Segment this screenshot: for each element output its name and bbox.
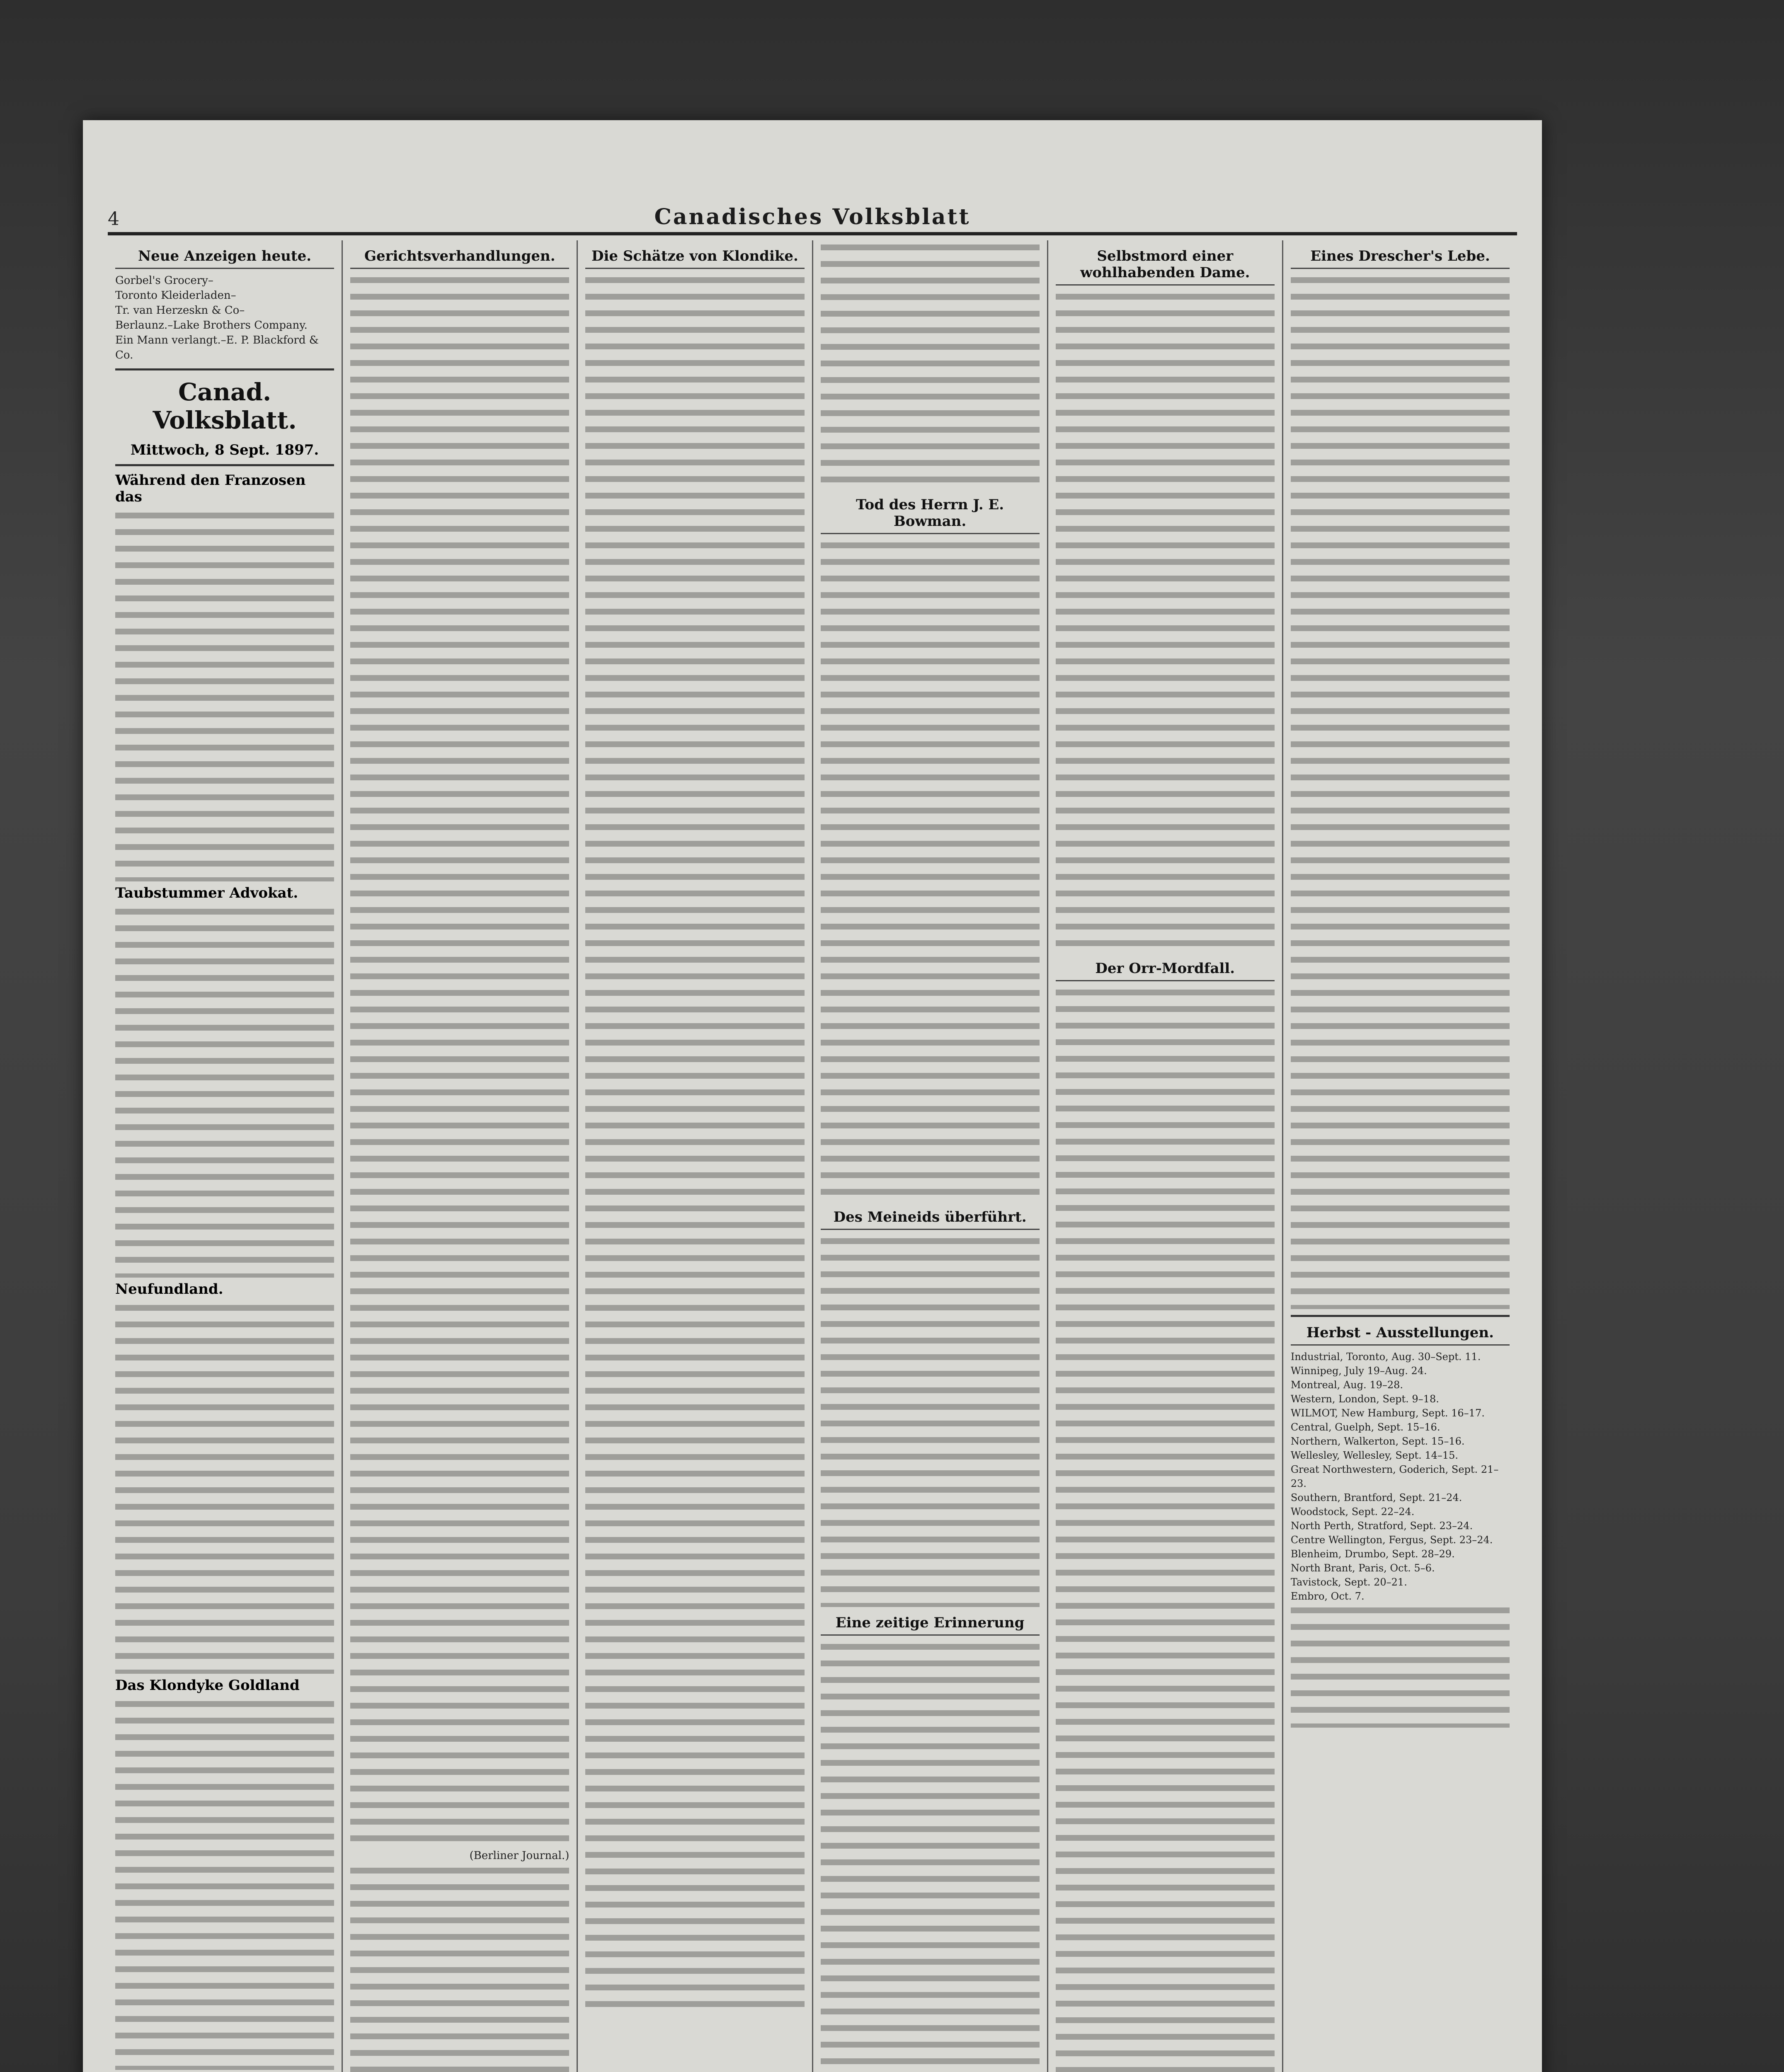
fair-list [1291, 1350, 1510, 1603]
article-body [1291, 1603, 1510, 1728]
article-body [1056, 290, 1275, 953]
ad-item: Toronto Kleiderladen– [115, 289, 236, 302]
ad-item: Berlaunz.–Lake Brothers Company. [115, 319, 308, 332]
article-headline: Taubstummer Advokat. [115, 885, 298, 901]
article-byline: (Berliner Journal.) [469, 1849, 570, 1862]
article-headline: Neufundland. [115, 1281, 223, 1297]
article-body [821, 1640, 1040, 2072]
fair-item: Winnipeg, July 19–Aug. 24. [1290, 1365, 1427, 1377]
fair-item: North Perth, Stratford, Sept. 23–24. [1290, 1520, 1473, 1532]
masthead-title: Canadisches Volksblatt [654, 204, 971, 230]
fair-item: Blenheim, Drumbo, Sept. 28–29. [1290, 1548, 1455, 1560]
column-5 [1048, 240, 1283, 2072]
article-body [350, 1864, 569, 2072]
column-3 [578, 240, 813, 2072]
column-6 [1283, 240, 1517, 2072]
column-2 [343, 240, 578, 2072]
article-body [350, 273, 569, 1848]
fair-item: Industrial, Toronto, Aug. 30–Sept. 11. [1290, 1351, 1481, 1363]
fair-item: Central, Guelph, Sept. 15–16. [1290, 1421, 1440, 1433]
divider [115, 368, 334, 370]
article-body [821, 240, 1040, 489]
fair-item: Woodstock, Sept. 22–24. [1290, 1506, 1415, 1518]
article-body [115, 1301, 334, 1674]
page-number: 4 [108, 208, 119, 230]
column-layout [108, 240, 1517, 2072]
paper-name: Canad. Volksblatt. [153, 378, 297, 434]
article-body [821, 1234, 1040, 1607]
article-body [115, 1697, 334, 2070]
fair-item: Northern, Walkerton, Sept. 15–16. [1290, 1435, 1465, 1447]
article-headline: Selbstmord einer wohlhabenden Dame. [1056, 248, 1275, 286]
article-headline: Während den Franzosen das [115, 472, 306, 505]
fair-item: Great Northwestern, Goderich, Sept. 21–23. [1290, 1464, 1499, 1489]
fair-item: Tavistock, Sept. 20–21. [1290, 1576, 1407, 1588]
fair-item: Wellesley, Wellesley, Sept. 14–15. [1290, 1450, 1459, 1461]
divider [115, 464, 334, 466]
ad-item: Ein Mann verlangt.–E. P. Blackford & Co. [115, 334, 319, 361]
article-headline: Der Orr-Mordfall. [1056, 960, 1275, 981]
article-headline: Eines Drescher's Lebe. [1291, 248, 1510, 269]
newspaper-page [83, 120, 1542, 2072]
article-body [115, 905, 334, 1278]
article-body [1056, 985, 1275, 2072]
page-header [108, 203, 1517, 235]
ads-title: Neue Anzeigen heute. [115, 248, 334, 269]
fair-title: Herbst - Ausstellungen. [1291, 1324, 1510, 1346]
article-headline: Gerichtsverhandlungen. [350, 248, 569, 269]
article-body [821, 538, 1040, 1201]
issue-date: Mittwoch, 8 Sept. 1897. [130, 442, 319, 458]
ads-list [115, 273, 334, 363]
article-headline: Die Schätze von Klondike. [585, 248, 804, 269]
column-4 [813, 240, 1048, 2072]
ad-item: Gorbel's Grocery– [115, 274, 213, 287]
fair-item: Southern, Brantford, Sept. 21–24. [1290, 1492, 1462, 1503]
fair-item: Centre Wellington, Fergus, Sept. 23–24. [1290, 1534, 1493, 1546]
fair-item: Montreal, Aug. 19–28. [1290, 1379, 1403, 1391]
article-headline: Des Meineids überführt. [821, 1209, 1040, 1230]
article-headline: Tod des Herrn J. E. Bowman. [821, 496, 1040, 534]
divider [1291, 1315, 1510, 1317]
fair-item: Western, London, Sept. 9–18. [1290, 1393, 1439, 1405]
ad-item: Tr. van Herzeskn & Co– [115, 304, 245, 317]
article-body [1291, 273, 1510, 1309]
column-1 [108, 240, 343, 2072]
fair-item: WILMOT, New Hamburg, Sept. 16–17. [1290, 1407, 1485, 1419]
article-headline: Das Klondyke Goldland [115, 1677, 300, 1694]
article-body [585, 273, 804, 2014]
fair-item: Embro, Oct. 7. [1290, 1590, 1365, 1602]
article-body [115, 508, 334, 881]
article-headline: Eine zeitige Erinnerung [821, 1615, 1040, 1636]
fair-item: North Brant, Paris, Oct. 5–6. [1290, 1562, 1435, 1574]
